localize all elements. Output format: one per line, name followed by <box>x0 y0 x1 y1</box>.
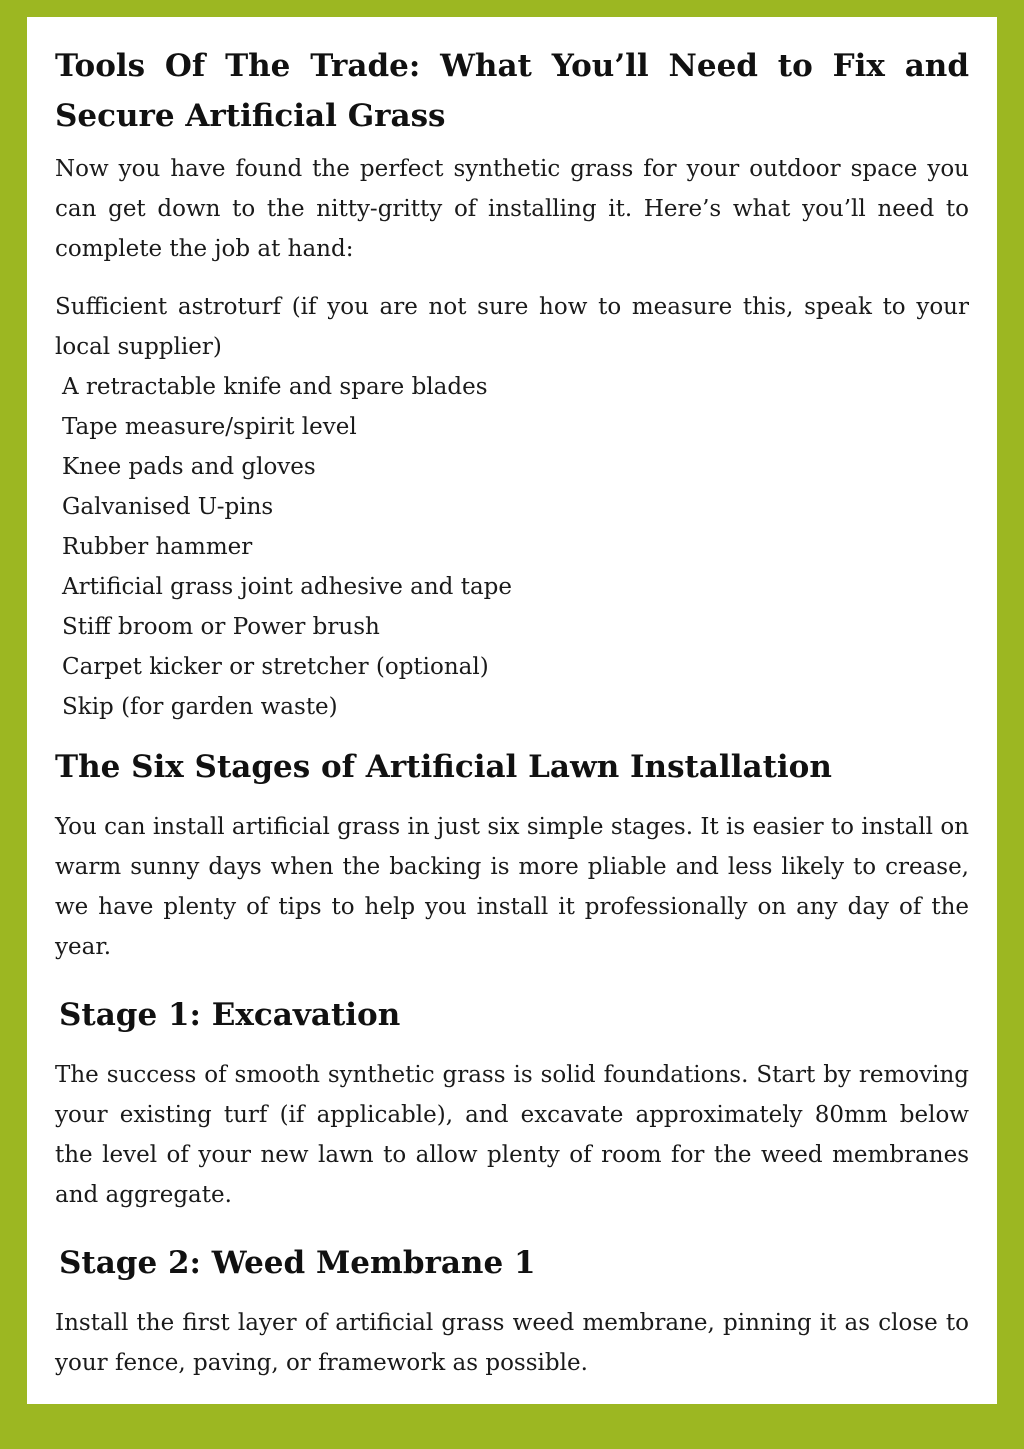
six-stages-body: You can install artificial grass in just six simple stages. It is easier to install on warm sunny days when the backing is more pliable and less likely to crease, we have plenty of tips to help you install it professionally on any day of the year. <box>55 814 969 960</box>
list-item: Tape measure/spirit level <box>62 414 357 440</box>
list-item: Galvanised U-pins <box>62 494 274 520</box>
list-item: Knee pads and gloves <box>62 454 316 480</box>
list-item: Rubber hammer <box>62 534 253 560</box>
stage2-body: Install the first layer of artificial grass weed membrane, pinning it as close to your fence, paving, or framework as possible. <box>55 1310 969 1376</box>
list-item: Artificial grass joint adhesive and tape <box>62 574 512 600</box>
list-item: Skip (for garden waste) <box>62 694 338 720</box>
list-item: A retractable knife and spare blades <box>62 374 488 400</box>
list-item: Carpet kicker or stretcher (optional) <box>62 654 489 680</box>
stage1-heading: Stage 1: Excavation <box>59 997 401 1033</box>
tools-first-item: Sufficient astroturf (if you are not sure how to measure this, speak to your local supplier) <box>55 294 969 360</box>
document-page <box>27 17 997 1404</box>
list-item: Stiff broom or Power brush <box>62 614 380 640</box>
tools-list <box>55 367 969 727</box>
stage2-heading: Stage 2: Weed Membrane 1 <box>59 1245 536 1281</box>
six-stages-heading: The Six Stages of Artificial Lawn Installation <box>55 749 832 785</box>
tools-intro: Now you have found the perfect synthetic grass for your outdoor space you can get down to the nitty-gritty of installing it. Here’s what you’ll need to complete the job at hand: <box>55 156 969 262</box>
stage1-body: The success of smooth synthetic grass is solid foundations. Start by removing your existing turf (if applicable), and excavate approximately 80mm below the level of your new lawn to allow plenty of room for the weed membranes and aggregate. <box>55 1062 969 1208</box>
tools-heading: Tools Of The Trade: What You’ll Need to Fix and Secure Artificial Grass <box>55 48 969 134</box>
